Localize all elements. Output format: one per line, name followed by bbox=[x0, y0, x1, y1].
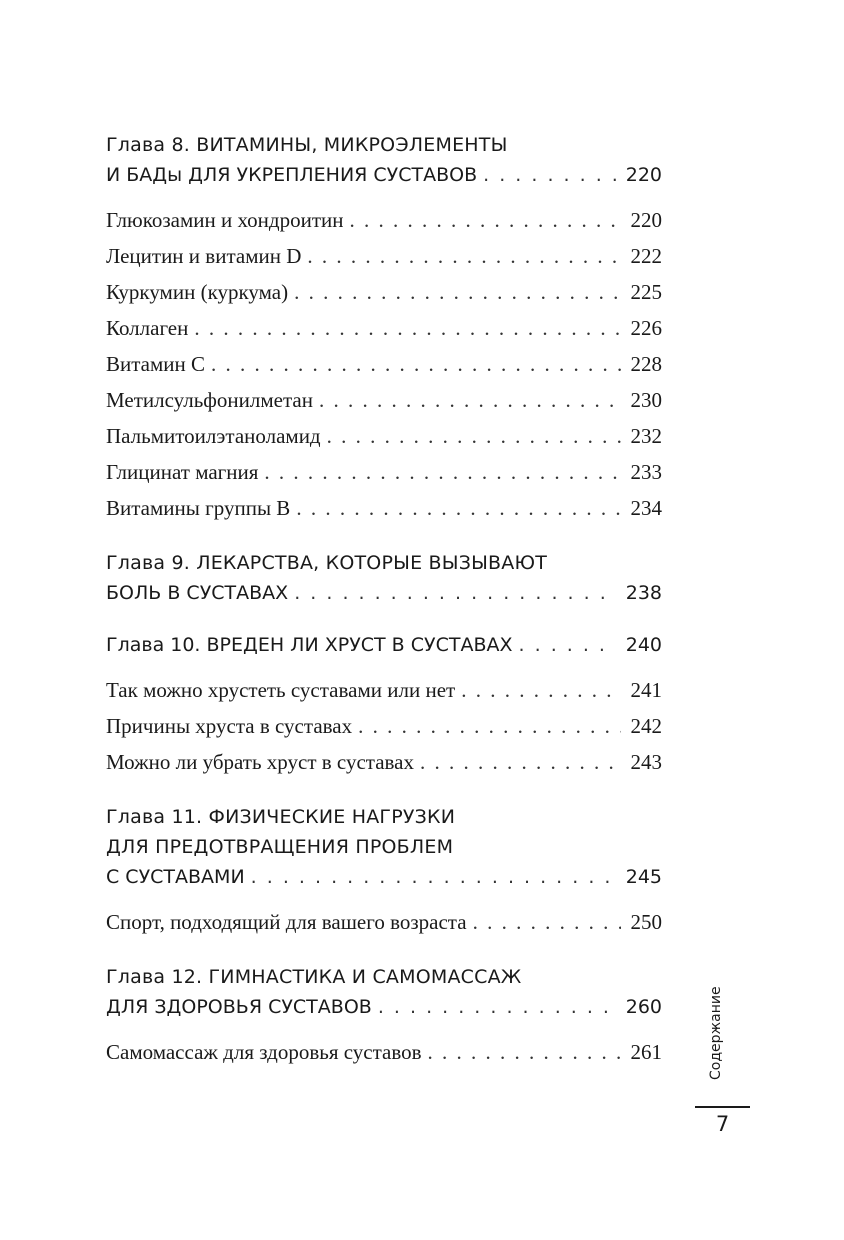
dot-leader bbox=[294, 274, 620, 310]
page-number: 7 bbox=[715, 1112, 730, 1136]
dot-leader bbox=[473, 904, 621, 940]
dot-leader bbox=[519, 630, 616, 660]
section-entry[interactable] bbox=[106, 310, 662, 346]
section-entry[interactable] bbox=[106, 1034, 662, 1070]
section-entry[interactable] bbox=[106, 454, 662, 490]
section-entry[interactable] bbox=[106, 274, 662, 310]
section-page-number: 220 bbox=[630, 208, 662, 232]
chapter-page-number: 245 bbox=[625, 866, 662, 888]
section-entry[interactable] bbox=[106, 490, 662, 526]
dot-leader bbox=[319, 382, 621, 418]
section-entry[interactable] bbox=[106, 346, 662, 382]
dot-leader bbox=[296, 490, 620, 526]
section-entry[interactable] bbox=[106, 708, 662, 744]
section-entry[interactable] bbox=[106, 904, 662, 940]
dot-leader bbox=[211, 346, 620, 382]
folio-rule bbox=[695, 1106, 750, 1108]
dot-leader bbox=[483, 160, 616, 190]
section-page-number: 250 bbox=[630, 910, 662, 934]
section-page-number: 234 bbox=[630, 496, 662, 520]
section-title: Спорт, подходящий для вашего возраста bbox=[106, 910, 467, 934]
section-entry[interactable] bbox=[106, 202, 662, 238]
chapter-entry[interactable] bbox=[106, 992, 662, 1022]
section-page-number: 228 bbox=[630, 352, 662, 376]
chapter-block[interactable] bbox=[106, 548, 662, 608]
section-title: Коллаген bbox=[106, 316, 189, 340]
section-list bbox=[106, 202, 662, 526]
chapter-heading-line: Глава 8. ВИТАМИНЫ, МИКРОЭЛЕМЕНТЫ bbox=[106, 134, 508, 156]
section-page-number: 230 bbox=[630, 388, 662, 412]
dot-leader bbox=[194, 310, 620, 346]
chapter-page-number: 240 bbox=[625, 634, 662, 656]
chapter-title: С СУСТАВАМИ bbox=[106, 866, 245, 888]
dot-leader bbox=[350, 202, 621, 238]
chapter-block[interactable] bbox=[106, 630, 662, 780]
chapter-block[interactable] bbox=[106, 130, 662, 526]
section-page-number: 261 bbox=[630, 1040, 662, 1064]
section-title: Глицинат магния bbox=[106, 460, 259, 484]
section-page-number: 242 bbox=[630, 714, 662, 738]
section-title: Причины хруста в суставах bbox=[106, 714, 353, 738]
section-page-number: 225 bbox=[630, 280, 662, 304]
running-head bbox=[706, 968, 726, 1088]
chapter-heading-line: ДЛЯ ПРЕДОТВРАЩЕНИЯ ПРОБЛЕМ bbox=[106, 836, 454, 858]
section-title: Лецитин и витамин D bbox=[106, 244, 302, 268]
dot-leader bbox=[428, 1034, 621, 1070]
chapter-block[interactable] bbox=[106, 962, 662, 1070]
section-page-number: 233 bbox=[630, 460, 662, 484]
section-entry[interactable] bbox=[106, 744, 662, 780]
chapter-heading-line: Глава 12. ГИМНАСТИКА И САМОМАССАЖ bbox=[106, 966, 522, 988]
chapter-title: ДЛЯ ЗДОРОВЬЯ СУСТАВОВ bbox=[106, 996, 372, 1018]
dot-leader bbox=[420, 744, 621, 780]
chapter-entry[interactable] bbox=[106, 160, 662, 190]
section-page-number: 232 bbox=[630, 424, 662, 448]
section-list bbox=[106, 1034, 662, 1070]
section-title: Витамин С bbox=[106, 352, 206, 376]
section-entry[interactable] bbox=[106, 238, 662, 274]
section-title: Метилсульфонилметан bbox=[106, 388, 313, 412]
section-title: Можно ли убрать хруст в суставах bbox=[106, 750, 414, 774]
dot-leader bbox=[307, 238, 620, 274]
section-title: Витамины группы В bbox=[106, 496, 291, 520]
section-title: Глюкозамин и хондроитин bbox=[106, 208, 344, 232]
table-of-contents bbox=[106, 130, 662, 1092]
chapter-entry[interactable] bbox=[106, 578, 662, 608]
chapter-entry[interactable] bbox=[106, 630, 662, 660]
dot-leader bbox=[358, 708, 620, 744]
section-page-number: 222 bbox=[630, 244, 662, 268]
dot-leader bbox=[378, 992, 616, 1022]
section-page-number: 243 bbox=[630, 750, 662, 774]
section-title: Куркумин (куркума) bbox=[106, 280, 289, 304]
section-list bbox=[106, 672, 662, 780]
dot-leader bbox=[327, 418, 621, 454]
dot-leader bbox=[251, 862, 616, 892]
chapter-entry[interactable] bbox=[106, 862, 662, 892]
dot-leader bbox=[264, 454, 620, 490]
chapter-title: Глава 10. ВРЕДЕН ЛИ ХРУСТ В СУСТАВАХ bbox=[106, 634, 513, 656]
running-head-label: Содержание bbox=[708, 986, 724, 1080]
section-entry[interactable] bbox=[106, 382, 662, 418]
chapter-page-number: 238 bbox=[625, 582, 662, 604]
section-title: Пальмитоилэтаноламид bbox=[106, 424, 321, 448]
dot-leader bbox=[461, 672, 620, 708]
chapter-page-number: 260 bbox=[625, 996, 662, 1018]
dot-leader bbox=[294, 578, 616, 608]
section-page-number: 241 bbox=[630, 678, 662, 702]
section-title: Так можно хрустеть суставами или нет bbox=[106, 678, 456, 702]
section-entry[interactable] bbox=[106, 418, 662, 454]
chapter-page-number: 220 bbox=[625, 164, 662, 186]
chapter-heading-line: Глава 9. ЛЕКАРСТВА, КОТОРЫЕ ВЫЗЫВАЮТ bbox=[106, 552, 548, 574]
chapter-title: БОЛЬ В СУСТАВАХ bbox=[106, 582, 289, 604]
section-list bbox=[106, 904, 662, 940]
chapter-title: И БАДы ДЛЯ УКРЕПЛЕНИЯ СУСТАВОВ bbox=[106, 164, 478, 186]
section-title: Самомассаж для здоровья суставов bbox=[106, 1040, 422, 1064]
section-page-number: 226 bbox=[630, 316, 662, 340]
section-entry[interactable] bbox=[106, 672, 662, 708]
chapter-heading-line: Глава 11. ФИЗИЧЕСКИЕ НАГРУЗКИ bbox=[106, 806, 456, 828]
chapter-block[interactable] bbox=[106, 802, 662, 940]
